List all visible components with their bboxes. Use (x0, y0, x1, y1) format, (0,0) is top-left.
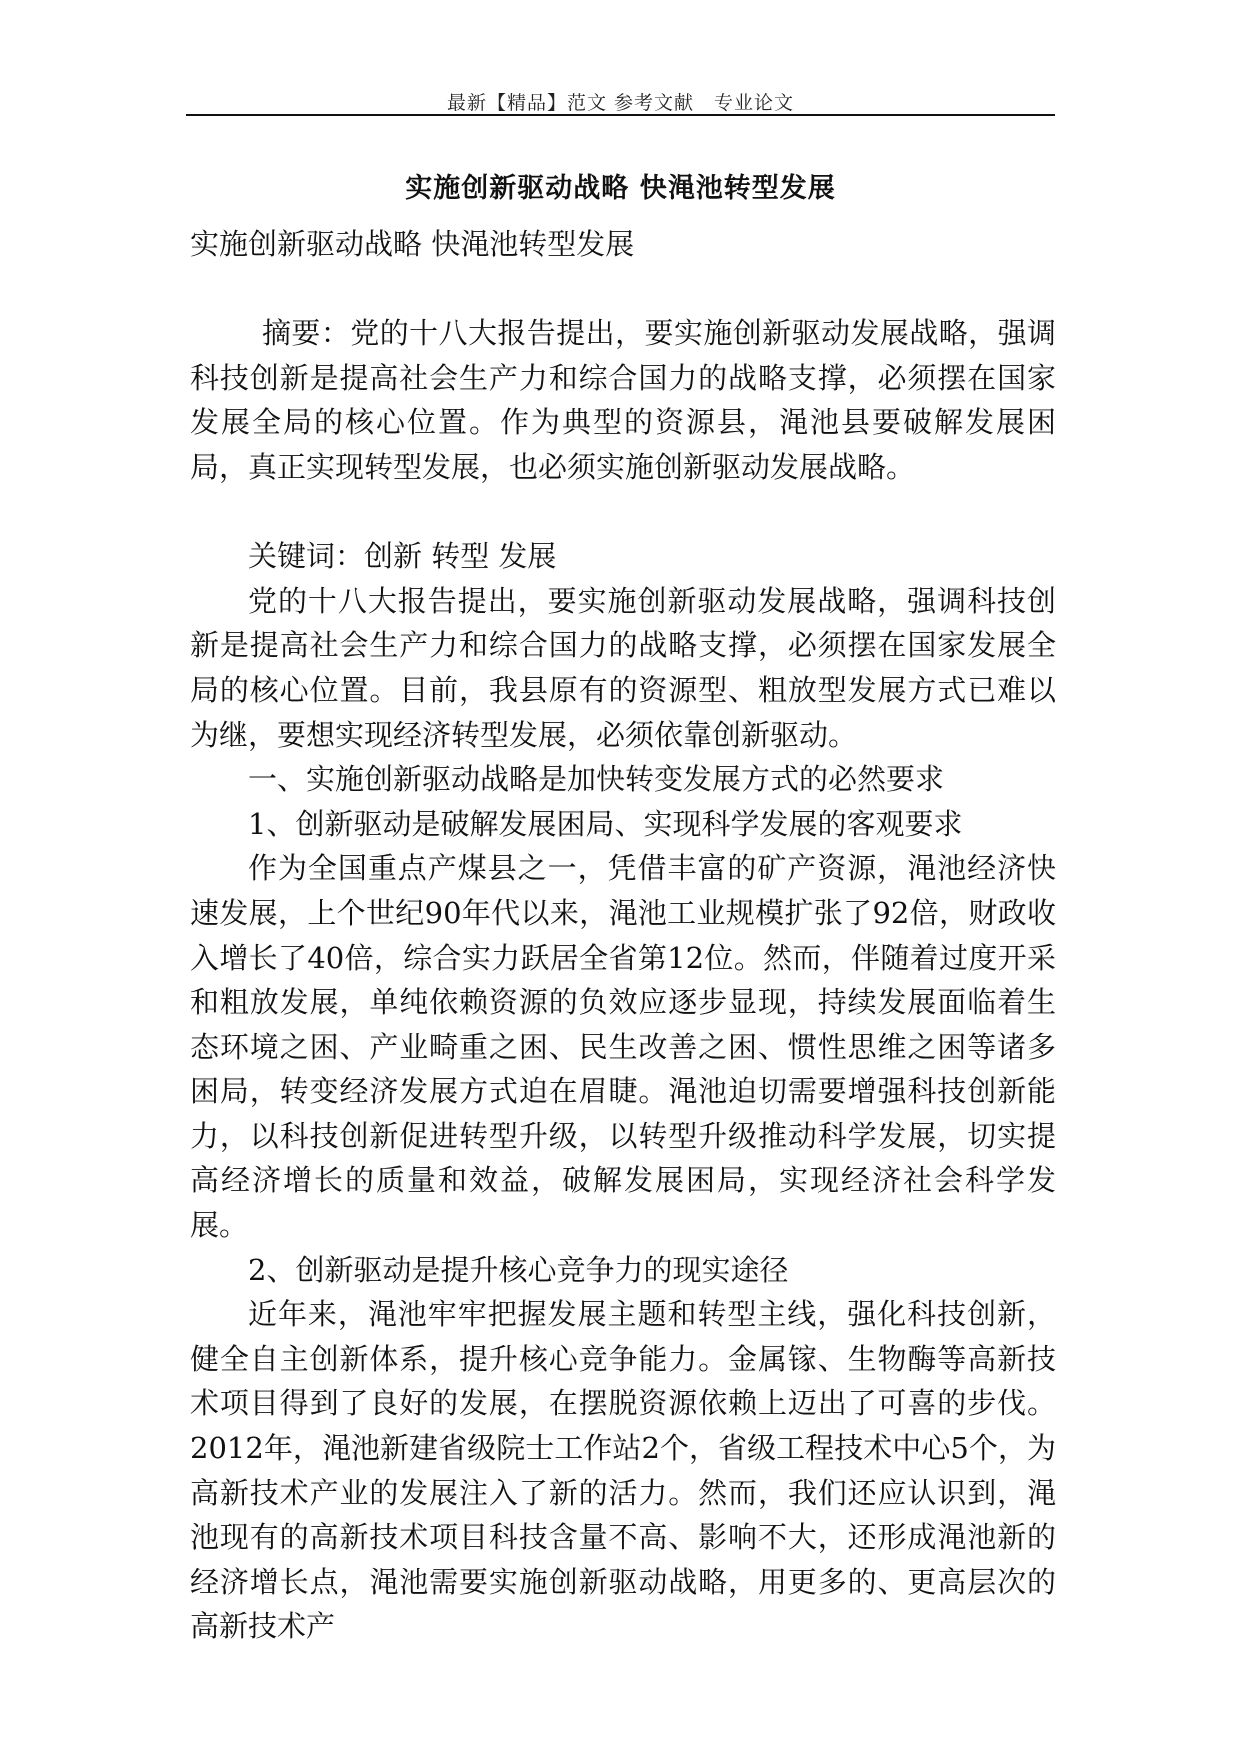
subsection-heading: 1、创新驱动是破解发展困局、实现科学发展的客观要求 (248, 806, 963, 841)
document-body (190, 222, 1056, 1649)
page-header: 最新【精品】范文 参考文献 专业论文 (446, 92, 795, 114)
abstract-paragraph: 摘要：党的十八大报告提出，要实施创新驱动发展战略，强调科技创新是提高社会生产力和综合国力的战略支撑，必须摆在国家发展全局的核心位置。作为典型的资源县，渑池县要破解发展困局，真正实现转型发展，也必须实施创新驱动发展战略。 (190, 316, 1056, 484)
header-divider (186, 114, 1055, 116)
section-heading: 一、实施创新驱动战略是加快转变发展方式的必然要求 (248, 762, 945, 797)
body-paragraph: 党的十八大报告提出，要实施创新驱动发展战略，强调科技创新是提高社会生产力和综合国力的战略支撑，必须摆在国家发展全局的核心位置。目前，我县原有的资源型、粗放型发展方式已难以为继，要想实现经济转型发展，必须依靠创新驱动。 (190, 583, 1056, 752)
keywords-line: 关键词：创新 转型 发展 (248, 539, 557, 574)
spacer (190, 267, 1056, 312)
document-title: 实施创新驱动战略 快渑池转型发展 (405, 173, 836, 204)
subsection-heading: 2、创新驱动是提升核心竞争力的现实途径 (248, 1252, 789, 1287)
body-paragraph: 近年来，渑池牢牢把握发展主题和转型主线，强化科技创新，健全自主创新体系，提升核心竞争能力。金属镓、生物酶等高新技术项目得到了良好的发展，在摆脱资源依赖上迈出了可喜的步伐。2012年，渑池新建省级院士工作站2个，省级工程技术中心5个，为高新技术产业的发展注入了新的活力。然而，我们还应认识到，渑池现有的高新技术项目科技含量不高、影响不大，还形成渑池新的经济增长点，渑池需要实施创新驱动战略，用更多的、更高层次的高新技术产 (190, 1297, 1056, 1644)
body-paragraph: 作为全国重点产煤县之一，凭借丰富的矿产资源，渑池经济快速发展，上个世纪90年代以来，渑池工业规模扩张了92倍，财政收入增长了40倍，综合实力跃居全省第12位。然而，伴随着过度开采和粗放发展，单纯依赖资源的负效应逐步显现，持续发展面临着生态环境之困、产业畸重之困、民生改善之困、惯性思维之困等诸多困局，转变经济发展方式迫在眉睫。渑池迫切需要增强科技创新能力，以科技创新促进转型升级，以转型升级推动科学发展，切实提高经济增长的质量和效益，破解发展困局，实现经济社会科学发展。 (190, 851, 1056, 1243)
document-subtitle: 实施创新驱动战略 快渑池转型发展 (190, 227, 635, 261)
spacer (190, 490, 1056, 535)
